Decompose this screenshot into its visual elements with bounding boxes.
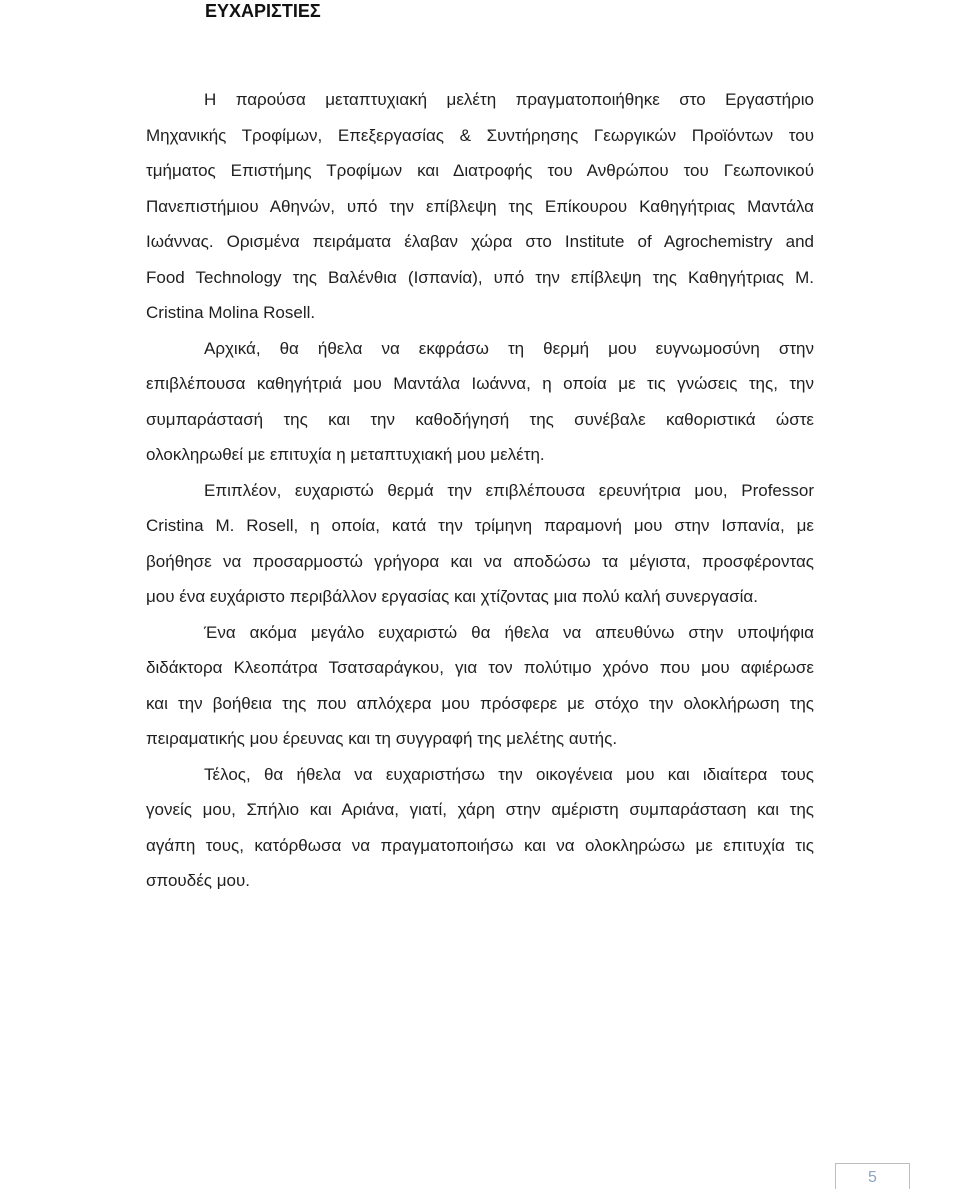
paragraph-line: τμήματος Επιστήμης Τροφίμων και Διατροφής του Ανθρώπου του Γεωπονικού: [146, 161, 814, 180]
paragraph-line: βοήθησε να προσαρμοστώ γρήγορα και να αποδώσω τα μέγιστα, προσφέροντας: [146, 551, 814, 571]
paragraph-line: Cristina Molina Rosell.: [146, 303, 316, 322]
paragraph: [146, 615, 814, 757]
paragraph-line: και την βοήθεια της που απλόχερα μου πρόσφερε με στόχο την ολοκλήρωση της: [146, 693, 814, 713]
paragraph-line: Cristina M. Rosell, η οποία, κατά την τρίμηνη παραμονή μου στην Ισπανία, με: [146, 516, 814, 535]
paragraph: [146, 331, 814, 473]
paragraph-line: Ιωάννας. Ορισμένα πειράματα έλαβαν χώρα στο Institute of Agrochemistry and: [146, 232, 814, 251]
paragraph-line: διδάκτορα Κλεοπάτρα Τσατσαράγκου, για τον πολύτιμο χρόνο που μου αφιέρωσε: [146, 658, 814, 677]
page-number-box: [835, 1163, 910, 1189]
paragraph-line: μου ένα ευχάριστο περιβάλλον εργασίας και χτίζοντας μια πολύ καλή συνεργασία.: [146, 587, 758, 606]
document-body: [146, 82, 814, 899]
paragraph-line: ολοκληρωθεί με επιτυχία η μεταπτυχιακή μου μελέτη.: [146, 445, 545, 464]
paragraph-line: πειραματικής μου έρευνας και τη συγγραφή της μελέτης αυτής.: [146, 729, 618, 748]
paragraph-line: Τέλος, θα ήθελα να ευχαριστήσω την οικογένεια μου και ιδιαίτερα τους: [204, 764, 814, 784]
paragraph: [146, 757, 814, 899]
paragraph: [146, 473, 814, 615]
paragraph-line: αγάπη τους, κατόρθωσα να πραγματοποιήσω και να ολοκληρώσω με επιτυχία τις: [146, 835, 814, 855]
page-number: 5: [868, 1169, 877, 1186]
paragraph-line: γονείς μου, Σπήλιο και Αριάνα, γιατί, χάρη στην αμέριστη συμπαράσταση και της: [146, 800, 814, 819]
paragraph-line: Ένα ακόμα μεγάλο ευχαριστώ θα ήθελα να απευθύνω στην υποψήφια: [204, 622, 814, 642]
paragraph-line: Η παρούσα μεταπτυχιακή μελέτη πραγματοποιήθηκε στο Εργαστήριο: [204, 90, 814, 109]
paragraph-line: Food Technology της Βαλένθια (Ισπανία), υπό την επίβλεψη της Καθηγήτριας M.: [146, 267, 814, 287]
paragraph-line: σπουδές μου.: [146, 871, 250, 890]
paragraph-line: Πανεπιστήμιου Αθηνών, υπό την επίβλεψη της Επίκουρου Καθηγήτριας Μαντάλα: [146, 196, 814, 216]
paragraph-line: συμπαράστασή της και την καθοδήγησή της συνέβαλε καθοριστικά ώστε: [146, 409, 814, 429]
paragraph-line: Μηχανικής Τροφίμων, Επεξεργασίας & Συντήρησης Γεωργικών Προϊόντων του: [146, 125, 814, 145]
page-title: ΕΥΧΑΡΙΣΤΙΕΣ: [205, 1, 321, 21]
paragraph-line: Αρχικά, θα ήθελα να εκφράσω τη θερμή μου ευγνωμοσύνη στην: [204, 338, 814, 358]
paragraph-line: επιβλέπουσα καθηγήτριά μου Μαντάλα Ιωάννα, η οποία με τις γνώσεις της, την: [146, 374, 814, 393]
paragraph: [146, 82, 814, 331]
paragraph-line: Επιπλέον, ευχαριστώ θερμά την επιβλέπουσα ερευνήτρια μου, Professor: [204, 480, 814, 500]
